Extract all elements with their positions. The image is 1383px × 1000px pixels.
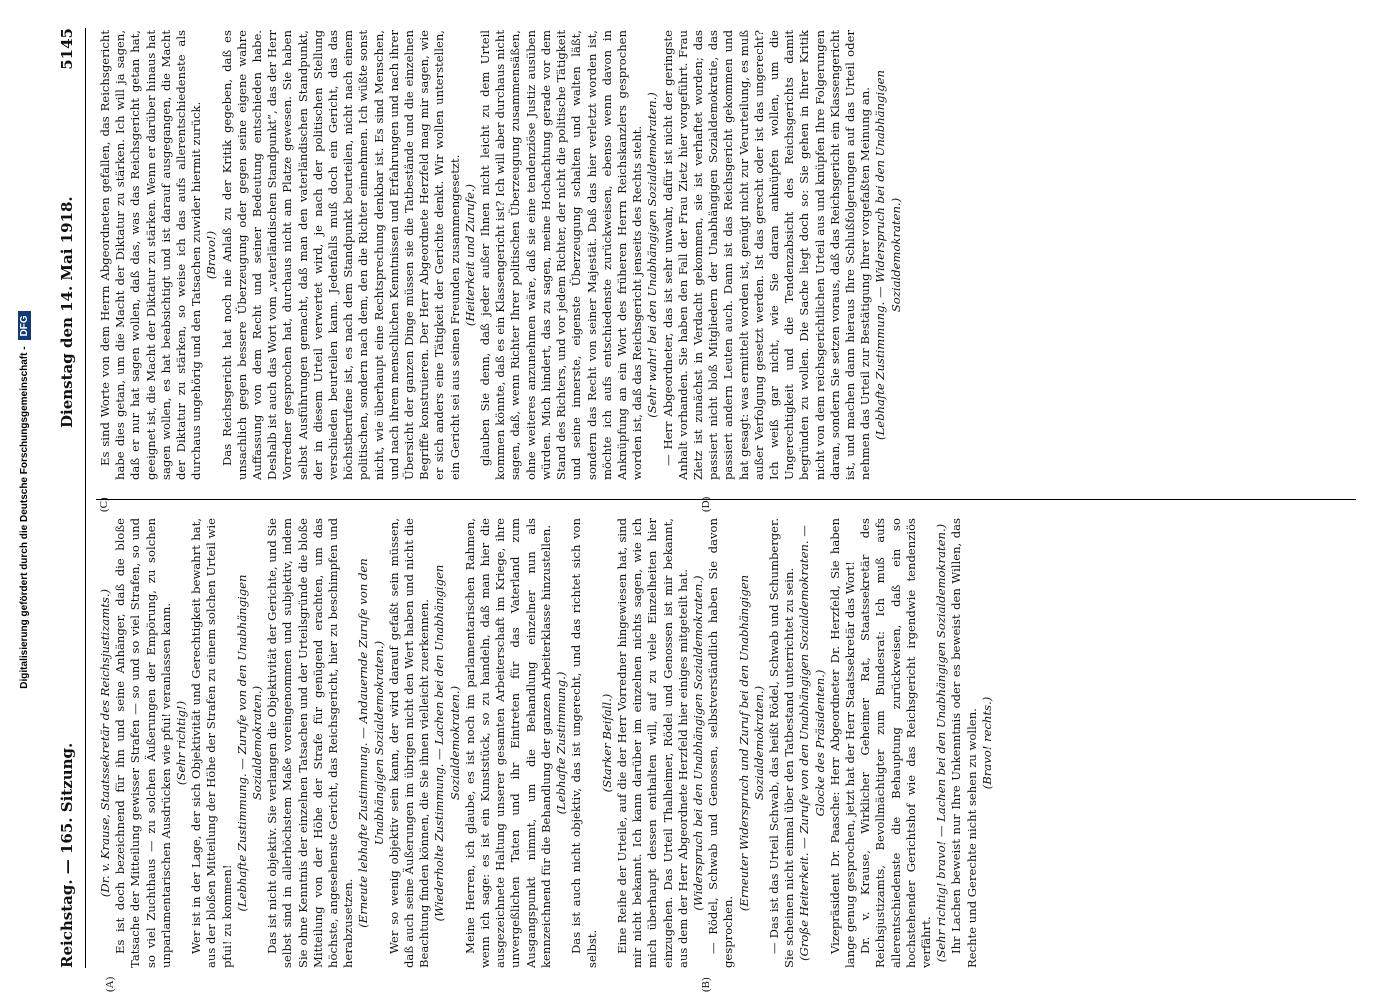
- interjection: (Sehr richtig! bravo! — Lachen bei den Unabhängigen Sozialdemokraten.): [934, 523, 949, 963]
- interjection: (Erneuter Widerspruch und Zuruf bei den Unabhängigen Sozialdemokraten.): [736, 574, 766, 912]
- paragraph: Es ist doch bezeichnend für ihn und seine Anhänger, daß die bloße Tatsache der Mitteilung gewisser Strafen — so und so viel Strafen, so und so viel Zuchthaus — zu solchen Äußerungen der Empörung, zu solchen unparlamentarischen Ausdrücken wie pfui! veranlassen kann.: [113, 518, 173, 968]
- interjection: (Heiterkeit und Zurufe.): [462, 183, 477, 327]
- interjection: (Dr. v. Krause, Staatssekretär des Reichsjustizamts.): [98, 588, 112, 898]
- paragraph: Das ist nicht objektiv. Sie verlangen die Objektivität der Gerichte, und Sie selbst sind in allerhöchstem Maße voreingenommen und subjektiv, indem Sie ohne Kenntnis der einzelnen Tatsachen und der Urteilsgründe die bloße Mitteilung von der Höhe der Strafe für genügend erachten, um das höchste, angesehenste Gericht, das Reichsgericht, hier zu beschimpfen und herabzusetzen.: [265, 518, 356, 968]
- interjection: (Bravo!): [204, 230, 219, 280]
- interjection: (Erneute lebhafte Zustimmung. — Andauernde Zurufe von den Unabhängigen Sozialdemokraten.): [356, 558, 386, 928]
- paragraph: Ihr Lachen beweist nur Ihre Unkenntnis oder es beweist den Willen, das Rechte und Gerechte nicht sehen zu wollen.: [949, 518, 979, 968]
- page-header: [58, 28, 86, 968]
- paragraph: Es sind Worte von dem Herrn Abgeordneten gefallen, das Reichsgericht habe dies getan, um die Macht der Diktatur zu stärken. Ich will ja sagen, daß er nur hat sagen wollen, daß das, was das Reichsgericht getan hat, geeignet ist, die Macht der Diktatur zu stärken. Wenn er darüber hinaus hat sagen wollen, es hat beabsichtigt und ist darauf ausgegangen, die Macht der Diktatur zu stärken, so weise ich das aufs allerentschiedenste als durchaus ungehörig und den Tatsachen zuwider hiermit zurück.: [98, 30, 204, 480]
- interjection: (Lebhafte Zustimmung. — Widerspruch bei den Unabhängigen Sozialdemokraten.): [873, 70, 903, 440]
- paragraph: Das ist auch nicht objektiv, das ist ungerecht, und das richtet sich von selbst.: [569, 518, 599, 968]
- digitization-notice-text: Digitalisierung gefördert durch die Deutsche Forschungsgemeinschaft -: [18, 346, 30, 689]
- header-rule: [85, 28, 86, 968]
- paragraph: — Das ist das Urteil Schwab, das heißt Rödel, Schwab und Schumberger. Sie scheinen nicht einmal über den Tatbestand unterrichtet zu sein.: [766, 518, 797, 968]
- column-divider: [96, 499, 1356, 500]
- interjection: (Sehr wahr! bei den Unabhängigen Sozialdemokraten.): [645, 92, 660, 418]
- paragraph: Das Reichsgericht hat noch nie Anlaß zu der Kritik gegeben, daß es unsachlich gegen bessere Überzeugung oder gegen seine eigene wahre Auffassung von dem Recht und seiner Bedeutung entschieden habe. Deshalb ist auch das Wort vom „vaterländischen Standpunkt“, das der Herr Vorredner gesprochen hat, durchaus nicht am Platze gewesen. Sie haben selbst Ausführungen gemacht, daß man den vaterländischen Standpunkt, der in diesem Urteil verwertet wird, je nach der politischen Stellung verschieden beurteilen kann. Jedenfalls muß doch ein Gericht, das das höchstberufene ist, es nach dem Standpunkt beurteilen, nicht nach einem politischen, sondern nach dem, den die Richter einnehmen. Ich wüßte sonst nicht, wie überhaupt eine Rechtsprechung denkbar ist. Es sind Menschen, und nach ihrem menschlichen Kenntnissen und Erfahrungen und nach ihrer Übersicht der ganzen Dinge müssen sie die Tatbestände und die einzelnen Begriffe konstruieren. Der Herr Abgeordnete Herzfeld mag mir sagen, wie er sich anders eine Tätigkeit der Gerichte denkt. Wir wollen unterstellen, ein Gericht sei aus seinen Freunden zusammengesetzt.: [219, 30, 462, 480]
- interjection: (Widerspruch bei den Unabhängigen Sozialdemokraten.): [690, 575, 705, 911]
- paragraph: Vizepräsident Dr. Paasche: Herr Abgeordneter Dr. Herzfeld, Sie haben lange genug gesprochen, jetzt hat der Herr Staatssekretär das Wort!: [827, 518, 857, 968]
- header-left: Reichstag. — 165. Sitzung.: [58, 742, 76, 968]
- paragraph: — Herr Abgeordneter, das ist sehr unwahr, dafür ist nicht der geringste Anhalt vorhanden. Sie haben den Fall der Frau Zietz hier vorgeführt. Frau Zietz ist zunächst in Verdacht gekommen, sie ist verhaftet worden; das passiert nicht bloß Mitgliedern der Unabhängigen Sozialdemokratie, das passiert andern Leuten auch. Dann ist das Reichsgericht gekommen und hat gesagt: was ermittelt worden ist, genügt nicht zur Verurteilung, es muß außer Verfolgung gesetzt werden. Ist das gerecht oder ist das ungerecht? Ich weiß gar nicht, wie Sie daran anknüpfen wollen, um die Ungerechtigkeit und die Tendenzabsicht des Reichsgerichts damit begründen zu wollen. Die Sache liegt doch so: Sie gehen in Ihrer Kritik nicht von dem reichsgerichtlichen Urteil aus und knüpfen Ihre Folgerungen daran, sondern Sie setzen voraus, daß das Reichsgericht ein Klassengericht ist, und machen dann hieraus Ihre Schlußfolgerungen auf das Urteil oder nehmen das Urteil zur Bestätigung Ihrer vorgefaßten Meinung an.: [660, 30, 873, 480]
- dfg-logo: DFG: [18, 311, 31, 340]
- digitization-notice: [8, 20, 40, 980]
- paragraph: Wer so wenig objektiv sein kann, der wird darauf gefaßt sein müssen, daß auch seine Äußerungen im übrigen nicht den Wert haben und nicht die Beachtung finden können, die Sie ihnen vielleicht zuerkennen.: [386, 518, 432, 968]
- right-column: [98, 30, 1368, 480]
- interjection: (Wiederholte Zustimmung. — Lachen bei den Unabhängigen Sozialdemokraten.): [432, 564, 462, 922]
- paragraph: Meine Herren, ich glaube, es ist noch im parlamentarischen Rahmen, wenn ich sage: es ist ein Kunststück, so zu handeln, daß man hier die ausgezeichnete Haltung unserer gesamten Arbeiterschaft im Kriege, ihre unvergeßlichen Taten und ihr Eintreten für das Vaterland zum Ausgangspunkt nimmt, um die Behandlung einzelner nun als kennzeichnend für die Behandlung der ganzen Arbeiterklasse hinzustellen.: [462, 518, 553, 968]
- margin-marker-c: (C): [98, 497, 110, 512]
- interjection: (Starker Beifall.): [599, 693, 614, 793]
- margin-marker-b: (B): [700, 977, 712, 992]
- paragraph: Wer ist in der Lage, der sich Objektivität und Gerechtigkeit bewahrt hat, aus der bloßen Mitteilung der Höhe der Strafen zu einem solchen Urteil wie pfui! zu kommen!: [189, 518, 234, 968]
- margin-marker-d: (D): [700, 496, 712, 512]
- interjection: (Bravo! rechts.): [979, 696, 994, 790]
- interjection: (Sehr richtig!): [174, 700, 189, 786]
- interjection: (Lebhafte Zustimmung.): [554, 671, 569, 815]
- header-center: Dienstag den 14. Mai 1918.: [58, 196, 76, 428]
- paragraph: glauben Sie denn, daß jeder außer Ihnen nicht leicht zu dem Urteil kommen könnte, daß es ein Klassengericht ist? Ich will aber durchaus nicht sagen, daß, wenn Richter Ihrer politischen Überzeugung zusammensäßen, ohne weiteres anzunehmen wäre, daß sie eine tendenziöse Justiz ausüben würden. Mich hindert, das zu sagen, meine Hochachtung gerade vor dem Stand des Richters, und vor jedem Richter, der nicht die politische Tätigkeit und seine innerste, eigenste Überzeugung schalten und walten läßt, sondern das Recht von seiner Majestät. Daß das hier verletzt worden ist, möchte ich aufs entschiedenste zurückweisen, ebenso wenn davon in Anknüpfung an ein Wort des früheren Herrn Reichskanzlers gesprochen worden ist, daß das Reichsgericht jenseits des Rechts steht.: [478, 30, 645, 480]
- interjection: (Lebhafte Zustimmung. — Zurufe von den Unabhängigen Sozialdemokraten.): [234, 574, 265, 912]
- paragraph: Dr. v. Krause, Wirklicher Geheimer Rat, Staatssekretär des Reichsjustizamts, Bevollmächtigter zum Bundesrat: Ich muß aufs allerentschiedenste die Behauptung zurückweisen, daß ein so hochstehender Gerichtshof wie das Reichsgericht irgendwie tendenziös verfährt.: [858, 518, 933, 968]
- paragraph: Eine Reihe der Urteile, auf die der Herr Vorredner hingewiesen hat, sind mir nicht bekannt. Ich kann darüber im einzelnen nichts sagen, wie ich mich überhaupt dessen enthalten will, auf zu viele Einzelheiten hier einzugehen. Das Urteil Thalheimer, Rödel und Genossen ist mir bekannt, aus dem der Herr Abgeordnete Herzfeld hier einiges mitgeteilt hat.: [614, 518, 690, 968]
- margin-marker-a: (A): [104, 976, 116, 992]
- interjection: (Große Heiterkeit. — Zurufe von den Unabhängigen Sozialdemokraten. — Glocke des Präsidenten.): [797, 525, 827, 961]
- page-number: 5145: [58, 28, 76, 70]
- left-column: [98, 518, 1368, 968]
- paragraph: — Rödel, Schwab und Genossen, selbstverständlich haben Sie davon gesprochen.: [706, 518, 736, 968]
